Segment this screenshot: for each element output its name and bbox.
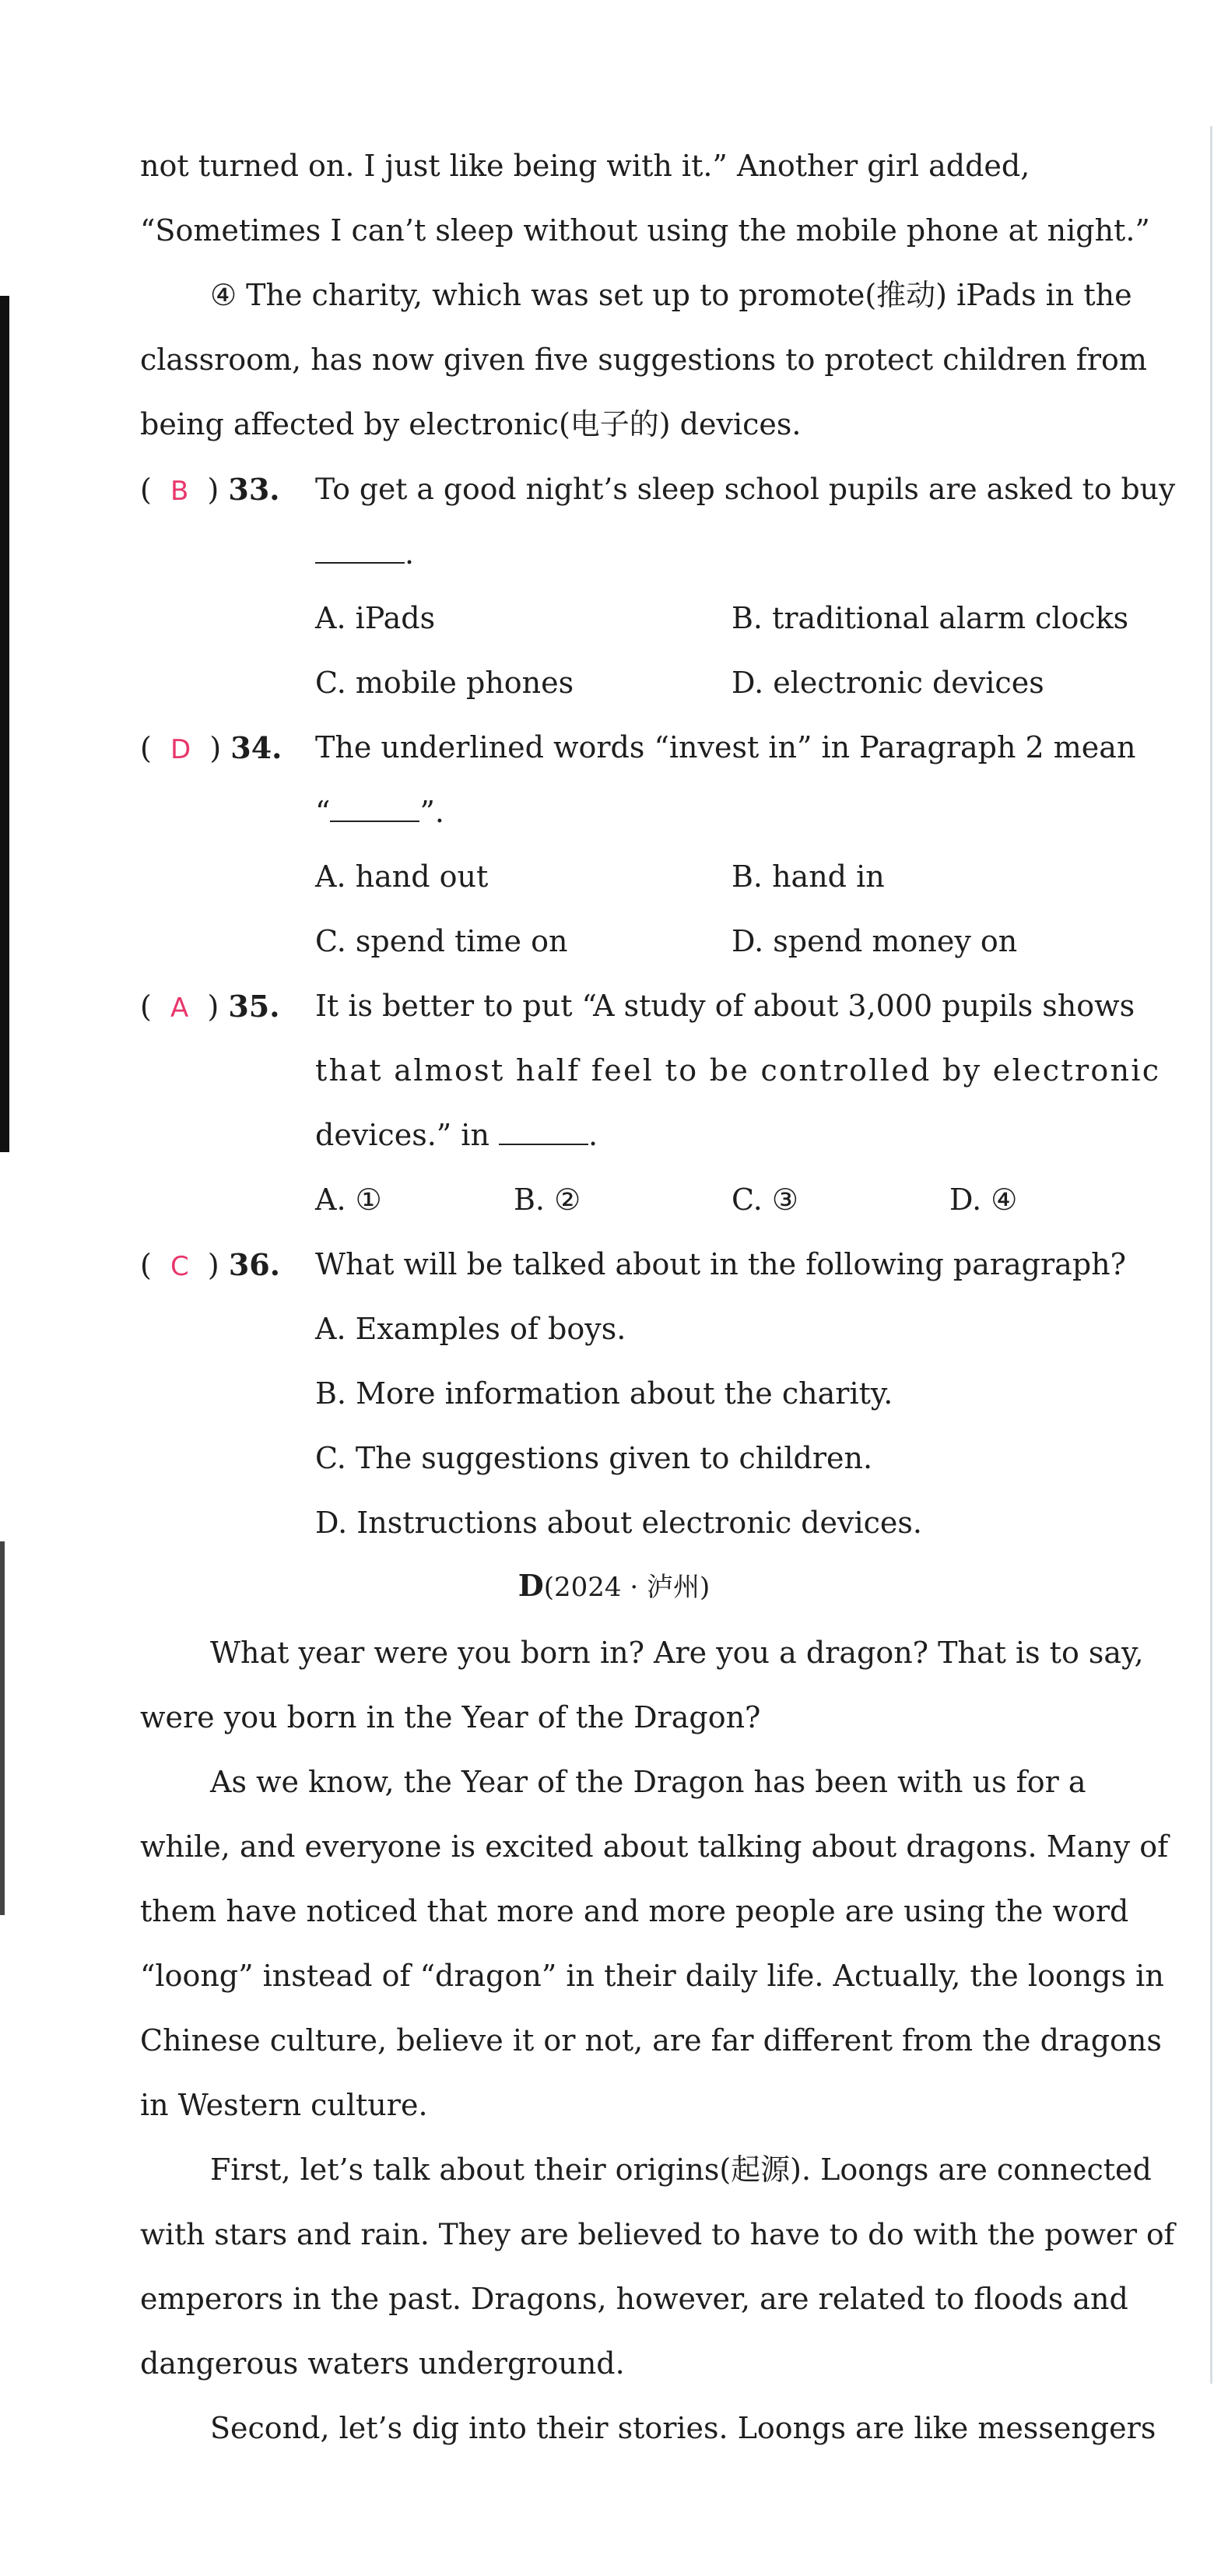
question-35 — [140, 974, 1175, 1232]
passage-d-paragraph-4 — [140, 2396, 1175, 2461]
answer-mark: D — [170, 734, 191, 765]
text-line: As we know, the Year of the Dragon has been with us for a — [210, 1765, 1086, 1799]
option-b: B. More information about the charity. — [315, 1376, 893, 1411]
answer-bracket: ( C ) 36. — [140, 1247, 280, 1282]
question-stem: The underlined words “invest in” in Paragraph 2 mean — [315, 730, 1136, 764]
answer-bracket: ( D ) 34. — [140, 730, 282, 765]
option-d: D. electronic devices — [732, 666, 1044, 700]
option-a: A. hand out — [315, 859, 489, 894]
passage-c-paragraph-4 — [140, 263, 1175, 457]
answer-mark: A — [170, 993, 189, 1024]
text-line: “loong” instead of “dragon” in their daily life. Actually, the loongs in — [140, 1959, 1164, 1993]
answer-bracket: ( B ) 33. — [140, 472, 280, 507]
text-line: Chinese culture, believe it or not, are far different from the dragons — [140, 2023, 1162, 2058]
passage-d-paragraph-2 — [140, 1750, 1175, 2138]
passage-d-paragraph-1 — [140, 1621, 1175, 1750]
text-line: them have noticed that more and more people are using the word — [140, 1894, 1129, 1928]
question-stem-blank: . — [315, 522, 1175, 586]
option-c: C. ③ — [732, 1183, 798, 1217]
text-line: with stars and rain. They are believed to have to do with the power of — [140, 2217, 1175, 2251]
passage-d-heading — [0, 1559, 1228, 1615]
question-number: 33. — [228, 472, 280, 507]
answer-blank — [330, 797, 419, 822]
answer-blank — [315, 539, 405, 564]
option-c: C. mobile phones — [315, 666, 574, 700]
option-b: B. ② — [514, 1183, 581, 1217]
text-line: Second, let’s dig into their stories. Loongs are like messengers — [210, 2411, 1156, 2445]
text-line: First, let’s talk about their origins(起源). Loongs are connected — [210, 2153, 1152, 2187]
option-b: B. hand in — [732, 859, 885, 894]
passage-d-paragraph-3 — [140, 2138, 1175, 2396]
option-a: A. ① — [315, 1183, 382, 1217]
question-36 — [140, 1232, 1175, 1555]
text-line: in Western culture. — [140, 2088, 428, 2122]
option-b: B. traditional alarm clocks — [732, 601, 1129, 635]
answer-blank — [499, 1120, 588, 1145]
question-number: 36. — [228, 1247, 280, 1282]
right-margin-rule — [1210, 126, 1212, 2384]
text-line: “Sometimes I can’t sleep without using the mobile phone at night.” — [140, 213, 1150, 248]
text-line: while, and everyone is excited about talking about dragons. Many of — [140, 1829, 1169, 1864]
option-d: D. ④ — [949, 1183, 1018, 1217]
text-line: not turned on. I just like being with it.” Another girl added, — [140, 149, 1030, 183]
answer-mark: C — [170, 1251, 189, 1282]
option-a: A. Examples of boys. — [315, 1312, 626, 1346]
option-d: D. Instructions about electronic devices. — [315, 1506, 922, 1540]
question-stem: What will be talked about in the following paragraph? — [315, 1247, 1126, 1281]
question-stem-blank: “ ”. — [315, 795, 444, 829]
question-stem: that almost half feel to be controlled by electronic — [315, 1053, 1161, 1088]
text-line: emperors in the past. Dragons, however, are related to floods and — [140, 2282, 1128, 2316]
text-line: were you born in the Year of the Dragon? — [140, 1700, 761, 1734]
question-34 — [140, 715, 1175, 974]
text-line: classroom, has now given five suggestions to protect children from — [140, 343, 1147, 377]
answer-mark: B — [170, 476, 189, 507]
option-c: C. spend time on — [315, 924, 568, 958]
text-line: What year were you born in? Are you a dragon? That is to say, — [210, 1636, 1144, 1670]
question-stem: It is better to put “A study of about 3,000 pupils shows — [315, 989, 1135, 1023]
question-stem-blank: devices.” in . — [315, 1118, 598, 1152]
option-c: C. The suggestions given to children. — [315, 1441, 873, 1475]
question-number: 35. — [228, 989, 280, 1024]
passage-c-paragraph-3 — [140, 134, 1175, 263]
answer-bracket: ( A ) 35. — [140, 989, 280, 1024]
binding-edge-mark — [0, 296, 9, 1152]
question-number: 34. — [230, 730, 282, 765]
text-line: being affected by electronic(电子的) devices. — [140, 407, 802, 441]
text-line: dangerous waters underground. — [140, 2346, 625, 2381]
question-33 — [140, 457, 1175, 715]
option-d: D. spend money on — [732, 924, 1018, 958]
option-a: A. iPads — [315, 601, 436, 635]
passage-source: (2024 · 泸州) — [543, 1572, 710, 1603]
text-line: ④ The charity, which was set up to promote(推动) iPads in the — [210, 278, 1132, 312]
question-stem: To get a good night’s sleep school pupils are asked to buy — [315, 472, 1176, 506]
passage-letter: D — [518, 1568, 544, 1603]
